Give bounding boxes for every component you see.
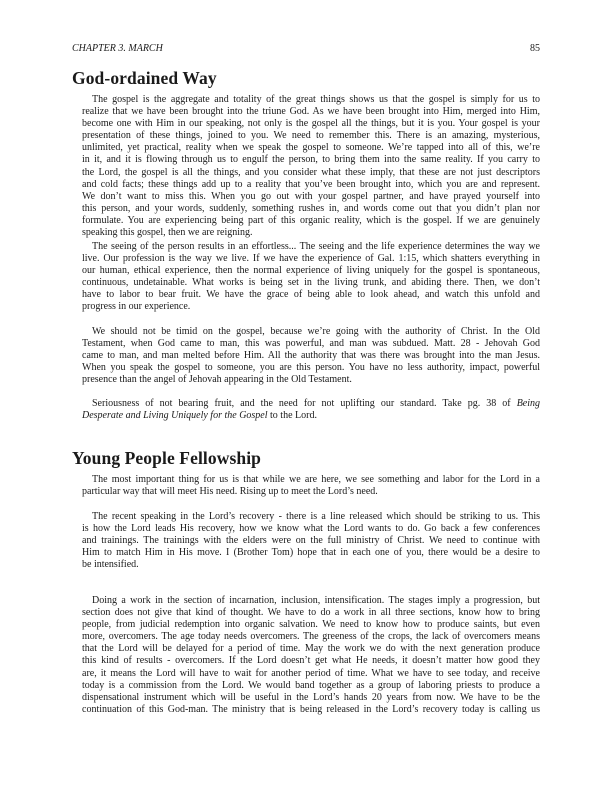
text-line: The gospel is the aggregate and totality of the great things shows us that the gospel is simply for us to: [92, 94, 540, 105]
text-line: Doing a work in the section of incarnation, inclusion, intensification. The stages imply a progression, but: [92, 595, 540, 606]
text-line: is how the Lord leads His recovery, how we know what the Lord wants to do. Go back a few conferences: [82, 523, 540, 535]
text-line: live. Our profession is the way we live. If we have the experience of Gal. 1:15, which shatters everything in: [82, 253, 540, 265]
text-line: speaking this gospel, then we are reigning.: [82, 227, 253, 239]
text-line: this person, and your words, suddenly, something rushes in, and words come out that you didn’t plan nor: [82, 202, 540, 214]
text-line: We don’t want to miss this. When you go out with your gospel partner, and have prayed yourself into: [82, 190, 540, 202]
text-line: more, overcomers. The age today needs overcomers. The greeness of the crops, the lack of overcomers means: [82, 631, 540, 643]
book-title: Being: [516, 398, 541, 409]
text-line: [72, 398, 540, 410]
text-line: realize that we have been brought into the triune God. As we have been brought into Him, merged into Him,: [82, 106, 540, 118]
text-line: continuation of this God-man. The ministry that is being released in the Lord’s recovery today is calling us: [82, 703, 540, 715]
text-line: presentation of these things, joined to you. We need to remember this. There is an amazing, mysterious,: [82, 130, 540, 142]
text-line: came to man, and man melted before Him. All the authority that was there was brought into the man Jesus.: [82, 350, 540, 362]
text-span: to the Lord.: [270, 410, 317, 422]
paragraph: [72, 474, 540, 498]
page-number: 85: [530, 43, 540, 54]
text-line: have to labor to bear fruit. We have the grace of being able to look ahead, and watch this unfold and: [82, 289, 540, 301]
text-line: today is a commission from the Lord. We would band together as a group of laboring priests to produce a: [82, 679, 540, 691]
text-line: this kind of results - overcomers. If the Lord doesn’t get what He needs, it doesn’t matter how good they: [82, 655, 540, 667]
text-line: be intensified.: [82, 559, 139, 571]
text-line: [72, 410, 540, 422]
text-line: particular way that will meet His need. Rising up to meet the Lord’s need.: [82, 486, 378, 498]
text-line: progress in our experience.: [82, 301, 191, 313]
text-line: become one with Him in our speaking, not only is the gospel all the things, but it is you. Your gospel is your: [82, 118, 540, 130]
paragraph: [72, 326, 540, 386]
section-heading-young-people-fellowship: Young People Fellowship: [72, 448, 261, 468]
chapter-title: CHAPTER 3. MARCH: [72, 43, 163, 54]
text-line: continuous, undetainable. What works is being set in the living trunk, and abiding there. Then, we don’t: [82, 277, 540, 289]
text-line: We should not be timid on the gospel, because we’re going with the authority of Christ. In the Old: [92, 326, 540, 337]
text-line: The seeing of the person results in an effortless... The seeing and the life experience determines the way we: [92, 241, 540, 252]
text-line: that the Lord will be delayed for a period of time. May the work we do with the next generation produce: [82, 643, 540, 655]
book-title: Desperate and Living Uniquely for the Gospel: [82, 410, 268, 422]
text-line: and cold facts; these things add up to a reality that you’ve been brought into, which you are and represent.: [82, 178, 540, 190]
text-line: The recent speaking in the Lord’s recovery - there is a line released which should be striking to us. This: [92, 511, 540, 522]
paragraph: [72, 511, 540, 571]
paragraph: [72, 94, 540, 239]
text-line: the Lord, the gospel is all the things, and you consider what these imply, that these are not just descriptors: [82, 166, 540, 178]
paragraph: [72, 241, 540, 314]
text-line: unlimited, yet practical, reality when we speak the gospel to someone. We’re tapped into all of this, we’re: [82, 142, 540, 154]
text-line: Testament, when God came to man, this was powerful, and man was subdued. Matt. 28 - Jehovah God: [82, 338, 540, 350]
section-heading-god-ordained-way: God-ordained Way: [72, 68, 217, 88]
text-span: Seriousness of not bearing fruit, and the need for not uplifting our standard. Take pg. 38 of: [92, 398, 511, 409]
running-header: [72, 43, 540, 54]
text-line: formulate. You are experiencing being part of this organic reality, which is the gospel. If we are genuinely: [82, 214, 540, 226]
text-line: When you speak the gospel to someone, you are this person. You have no less authority, impact, powerful: [82, 362, 540, 374]
text-line: dispensational instrument which will be useful in the Lord’s hands 20 years from now. We have to be the: [82, 691, 540, 703]
text-line: Him to match Him in His move. I (Brother Tom) hope that in each one of you, there would be a desire to: [82, 547, 540, 559]
text-line: and trainings. The trainings with the elders were on the full ministry of Christ. We need to continue with: [82, 535, 540, 547]
paragraph: [72, 595, 540, 716]
text-line: are, it means the Lord will have to wait for another period of time. What we have to see today, and receive: [82, 667, 540, 679]
paragraph: [72, 398, 540, 422]
text-line: section does not give that kind of thought. We have to do a work in all three sections, know how to bring: [82, 607, 540, 619]
text-line: our human, ethical experience, then the normal experience of living uniquely for the gospel is spontaneous,: [82, 265, 540, 277]
text-line: The most important thing for us is that while we are here, we see something and labor for the Lord in a: [92, 474, 540, 485]
text-line: presence than the angel of Jehovah appearing in the Old Testament.: [82, 374, 352, 386]
text-line: in it, and it is flowing through us to engulf the person, to bring them into the same reality. If you carry to: [82, 154, 540, 166]
text-line: people, from judicial redemption into organic salvation. We need to know how to produce saints, but even: [82, 619, 540, 631]
